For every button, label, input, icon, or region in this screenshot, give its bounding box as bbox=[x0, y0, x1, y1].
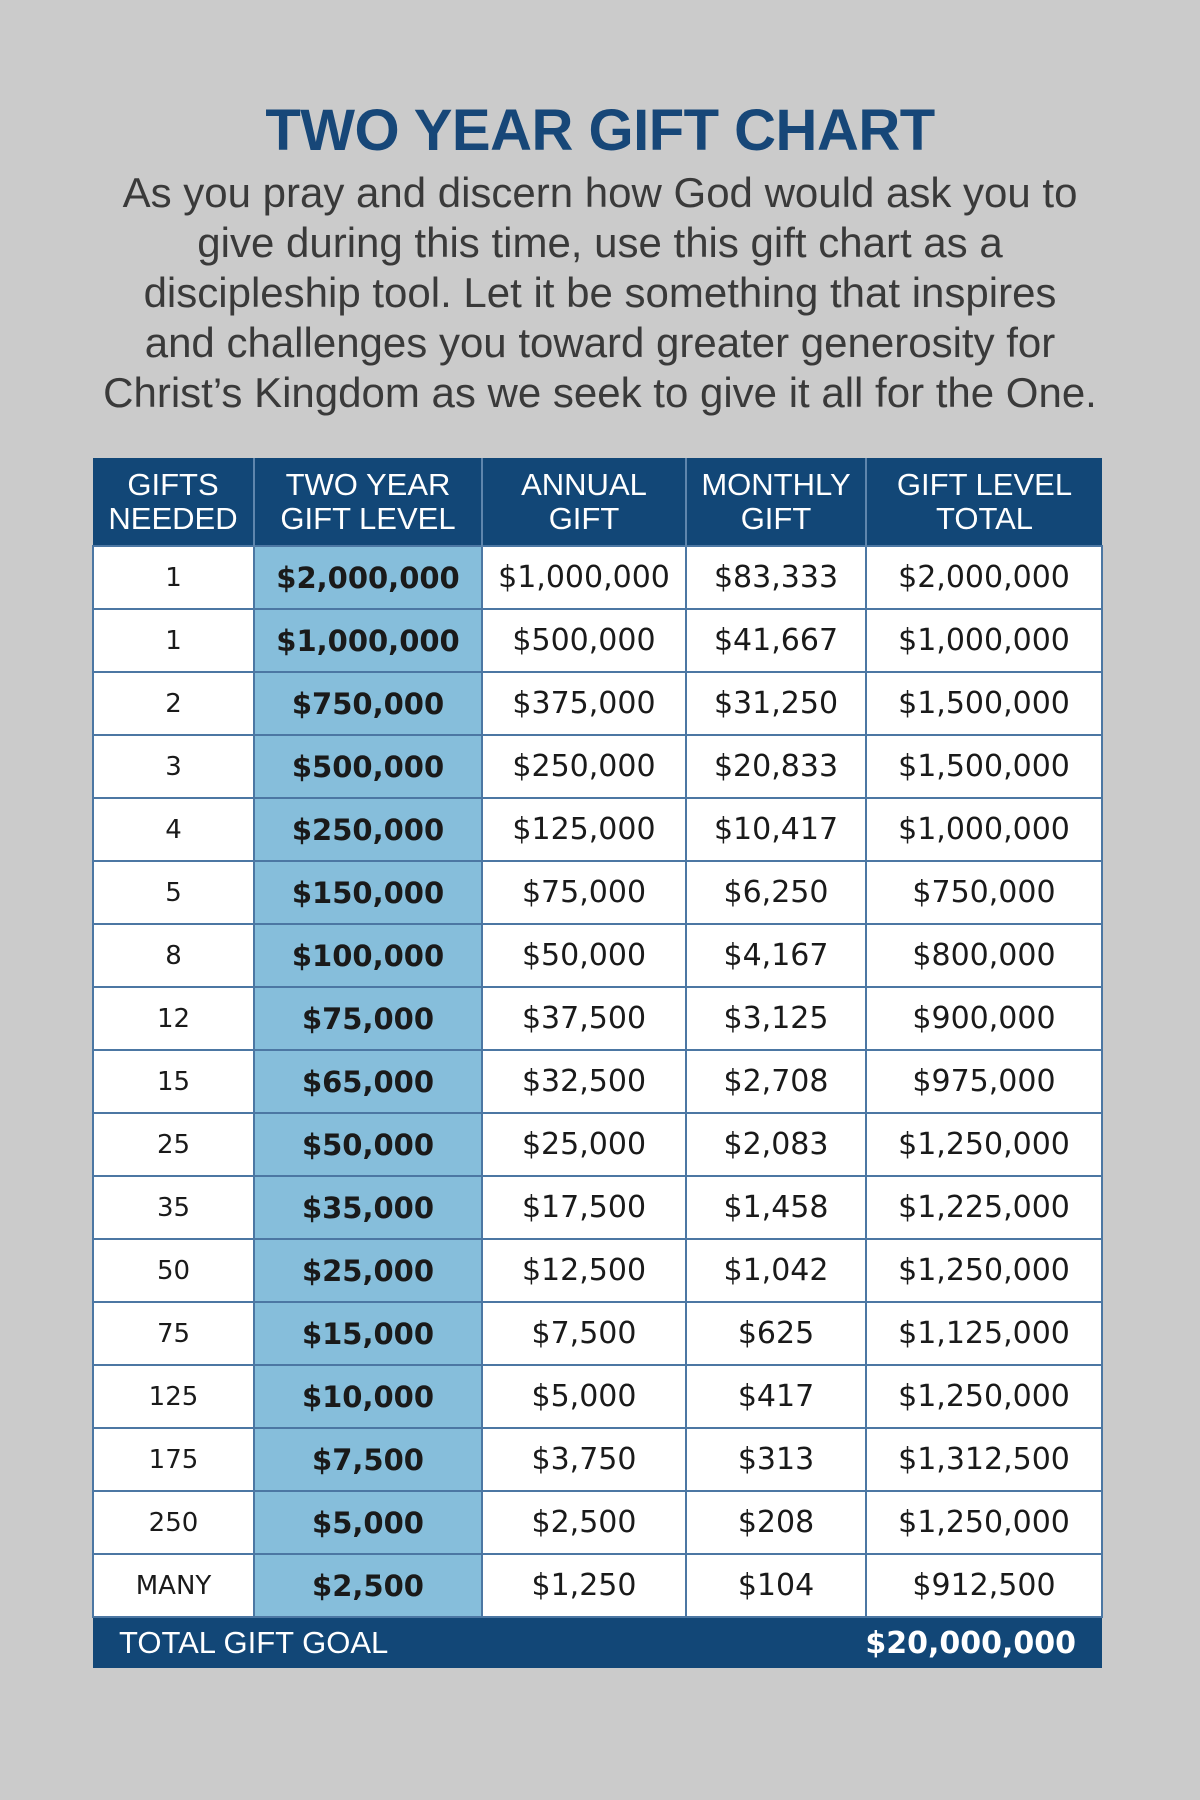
header-line: NEEDED bbox=[108, 500, 238, 536]
gift-level-total-cell: $1,250,000 bbox=[866, 1113, 1102, 1176]
header-line: GIFT bbox=[548, 500, 620, 536]
table-body bbox=[93, 546, 1102, 1617]
monthly-gift-cell: $31,250 bbox=[686, 672, 866, 735]
monthly-gift-cell: $41,667 bbox=[686, 609, 866, 672]
table-row bbox=[93, 735, 1102, 798]
annual-gift-cell: $17,500 bbox=[482, 1176, 686, 1239]
table-row bbox=[93, 609, 1102, 672]
intro-line: Christ’s Kingdom as we seek to give it all for the One. bbox=[103, 369, 1097, 416]
gifts-needed-cell: 250 bbox=[93, 1491, 254, 1554]
header-annual-gift bbox=[482, 458, 686, 546]
monthly-gift-cell: $1,458 bbox=[686, 1176, 866, 1239]
monthly-gift-cell: $4,167 bbox=[686, 924, 866, 987]
monthly-gift-cell: $10,417 bbox=[686, 798, 866, 861]
table-row bbox=[93, 1050, 1102, 1113]
gift-level-total-cell: $1,500,000 bbox=[866, 735, 1102, 798]
total-row bbox=[93, 1617, 1102, 1668]
gift-level-cell: $50,000 bbox=[254, 1113, 482, 1176]
table-row bbox=[93, 1176, 1102, 1239]
table-row bbox=[93, 1428, 1102, 1491]
gifts-needed-cell: 25 bbox=[93, 1113, 254, 1176]
monthly-gift-cell: $1,042 bbox=[686, 1239, 866, 1302]
monthly-gift-cell: $313 bbox=[686, 1428, 866, 1491]
gift-level-cell: $750,000 bbox=[254, 672, 482, 735]
annual-gift-cell: $1,000,000 bbox=[482, 546, 686, 609]
monthly-gift-cell: $2,083 bbox=[686, 1113, 866, 1176]
gift-level-cell: $15,000 bbox=[254, 1302, 482, 1365]
monthly-gift-cell: $2,708 bbox=[686, 1050, 866, 1113]
monthly-gift-cell: $417 bbox=[686, 1365, 866, 1428]
gift-level-total-cell: $1,000,000 bbox=[866, 798, 1102, 861]
gift-level-total-cell: $1,000,000 bbox=[866, 609, 1102, 672]
gifts-needed-cell: 8 bbox=[93, 924, 254, 987]
annual-gift-cell: $75,000 bbox=[482, 861, 686, 924]
header-gifts-needed bbox=[93, 458, 254, 546]
gift-level-total-cell: $1,500,000 bbox=[866, 672, 1102, 735]
total-gift-goal-label: TOTAL GIFT GOAL bbox=[93, 1617, 686, 1668]
annual-gift-cell: $2,500 bbox=[482, 1491, 686, 1554]
gift-level-cell: $1,000,000 bbox=[254, 609, 482, 672]
total-gift-goal-value: $20,000,000 bbox=[686, 1617, 1102, 1668]
table-row bbox=[93, 987, 1102, 1050]
table-row bbox=[93, 924, 1102, 987]
table-row bbox=[93, 1239, 1102, 1302]
gift-level-cell: $7,500 bbox=[254, 1428, 482, 1491]
header-two-year-gift-level bbox=[254, 458, 482, 546]
gifts-needed-cell: 2 bbox=[93, 672, 254, 735]
header-gift-level-total bbox=[866, 458, 1102, 546]
gifts-needed-cell: MANY bbox=[93, 1554, 254, 1617]
header-line: GIFTS bbox=[127, 466, 219, 502]
intro-line: As you pray and discern how God would ask you to bbox=[122, 169, 1078, 216]
monthly-gift-cell: $83,333 bbox=[686, 546, 866, 609]
gift-level-total-cell: $1,250,000 bbox=[866, 1239, 1102, 1302]
gift-level-cell: $5,000 bbox=[254, 1491, 482, 1554]
table-footer bbox=[93, 1617, 1102, 1668]
gift-level-total-cell: $1,250,000 bbox=[866, 1365, 1102, 1428]
header-monthly-gift bbox=[686, 458, 866, 546]
gift-level-cell: $35,000 bbox=[254, 1176, 482, 1239]
monthly-gift-cell: $104 bbox=[686, 1554, 866, 1617]
monthly-gift-cell: $208 bbox=[686, 1491, 866, 1554]
monthly-gift-cell: $3,125 bbox=[686, 987, 866, 1050]
gift-level-cell: $100,000 bbox=[254, 924, 482, 987]
table-row bbox=[93, 1302, 1102, 1365]
header-row bbox=[93, 458, 1102, 546]
gifts-needed-cell: 15 bbox=[93, 1050, 254, 1113]
table-row bbox=[93, 1365, 1102, 1428]
gift-level-cell: $150,000 bbox=[254, 861, 482, 924]
gift-level-total-cell: $1,125,000 bbox=[866, 1302, 1102, 1365]
gifts-needed-cell: 75 bbox=[93, 1302, 254, 1365]
monthly-gift-cell: $6,250 bbox=[686, 861, 866, 924]
annual-gift-cell: $3,750 bbox=[482, 1428, 686, 1491]
table-row bbox=[93, 546, 1102, 609]
gift-level-cell: $2,000,000 bbox=[254, 546, 482, 609]
gifts-needed-cell: 12 bbox=[93, 987, 254, 1050]
gifts-needed-cell: 125 bbox=[93, 1365, 254, 1428]
gift-level-cell: $2,500 bbox=[254, 1554, 482, 1617]
annual-gift-cell: $12,500 bbox=[482, 1239, 686, 1302]
gift-level-cell: $10,000 bbox=[254, 1365, 482, 1428]
annual-gift-cell: $125,000 bbox=[482, 798, 686, 861]
header-line: TWO YEAR bbox=[285, 466, 451, 502]
annual-gift-cell: $25,000 bbox=[482, 1113, 686, 1176]
gifts-needed-cell: 5 bbox=[93, 861, 254, 924]
header-line: TOTAL bbox=[935, 500, 1034, 536]
table-row bbox=[93, 1491, 1102, 1554]
table-row bbox=[93, 1554, 1102, 1617]
annual-gift-cell: $1,250 bbox=[482, 1554, 686, 1617]
gift-level-cell: $75,000 bbox=[254, 987, 482, 1050]
monthly-gift-cell: $625 bbox=[686, 1302, 866, 1365]
gift-level-total-cell: $912,500 bbox=[866, 1554, 1102, 1617]
gift-level-total-cell: $750,000 bbox=[866, 861, 1102, 924]
annual-gift-cell: $250,000 bbox=[482, 735, 686, 798]
annual-gift-cell: $37,500 bbox=[482, 987, 686, 1050]
header-line: ANNUAL bbox=[521, 466, 647, 502]
gift-level-total-cell: $975,000 bbox=[866, 1050, 1102, 1113]
gifts-needed-cell: 35 bbox=[93, 1176, 254, 1239]
header-line: GIFT LEVEL bbox=[280, 500, 456, 536]
gift-level-total-cell: $1,225,000 bbox=[866, 1176, 1102, 1239]
gift-level-total-cell: $1,312,500 bbox=[866, 1428, 1102, 1491]
gift-level-cell: $500,000 bbox=[254, 735, 482, 798]
table-row bbox=[93, 861, 1102, 924]
intro-paragraph bbox=[30, 168, 1170, 418]
annual-gift-cell: $50,000 bbox=[482, 924, 686, 987]
header-line: GIFT LEVEL bbox=[896, 466, 1073, 502]
gift-level-cell: $250,000 bbox=[254, 798, 482, 861]
gift-level-cell: $65,000 bbox=[254, 1050, 482, 1113]
gift-level-total-cell: $2,000,000 bbox=[866, 546, 1102, 609]
gift-chart-table bbox=[92, 458, 1103, 1668]
table-header bbox=[93, 458, 1102, 546]
table-row bbox=[93, 1113, 1102, 1176]
header-line: MONTHLY bbox=[701, 466, 851, 502]
page-title: TWO YEAR GIFT CHART bbox=[265, 98, 935, 163]
intro-line: and challenges you toward greater generosity for bbox=[144, 319, 1056, 366]
gift-level-total-cell: $1,250,000 bbox=[866, 1491, 1102, 1554]
annual-gift-cell: $7,500 bbox=[482, 1302, 686, 1365]
gifts-needed-cell: 175 bbox=[93, 1428, 254, 1491]
gift-level-cell: $25,000 bbox=[254, 1239, 482, 1302]
gifts-needed-cell: 4 bbox=[93, 798, 254, 861]
header-line: GIFT bbox=[740, 500, 812, 536]
annual-gift-cell: $500,000 bbox=[482, 609, 686, 672]
gifts-needed-cell: 1 bbox=[93, 609, 254, 672]
gift-level-total-cell: $900,000 bbox=[866, 987, 1102, 1050]
intro-line: discipleship tool. Let it be something that inspires bbox=[143, 269, 1057, 316]
gift-level-total-cell: $800,000 bbox=[866, 924, 1102, 987]
intro-line: give during this time, use this gift chart as a bbox=[197, 219, 1003, 266]
gifts-needed-cell: 1 bbox=[93, 546, 254, 609]
monthly-gift-cell: $20,833 bbox=[686, 735, 866, 798]
table-row bbox=[93, 798, 1102, 861]
table-row bbox=[93, 672, 1102, 735]
annual-gift-cell: $5,000 bbox=[482, 1365, 686, 1428]
gifts-needed-cell: 3 bbox=[93, 735, 254, 798]
annual-gift-cell: $32,500 bbox=[482, 1050, 686, 1113]
annual-gift-cell: $375,000 bbox=[482, 672, 686, 735]
gifts-needed-cell: 50 bbox=[93, 1239, 254, 1302]
